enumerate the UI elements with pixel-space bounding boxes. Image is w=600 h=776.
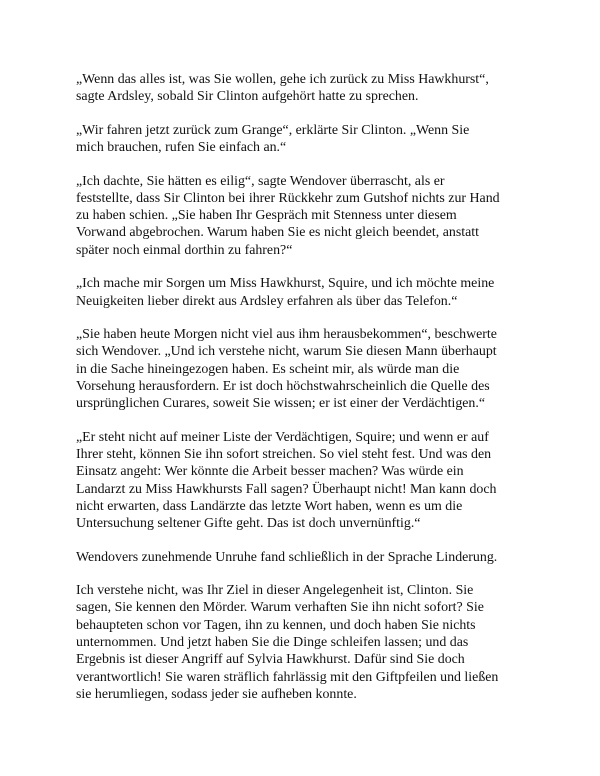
text-line: ursprünglichen Curares, soweit Sie wissen; er ist einer der Verdächtigen.“	[76, 396, 486, 412]
text-line: sich Wendover. „Und ich verstehe nicht, warum Sie diesen Mann überhaupt	[76, 344, 497, 360]
text-line: Ergebnis ist dieser Angriff auf Sylvia Hawkhurst. Dafür sind Sie doch	[76, 652, 465, 668]
text-line: nicht erwarten, dass Landärzte das letzte Wort haben, wenn es um die	[76, 498, 463, 514]
paragraph	[76, 326, 534, 412]
text-line: Ich verstehe nicht, was Ihr Ziel in dieser Angelegenheit ist, Clinton. Sie	[76, 583, 474, 599]
text-line: „Wir fahren jetzt zurück zum Grange“, erklärte Sir Clinton. „Wenn Sie	[76, 122, 470, 138]
paragraph	[76, 71, 534, 106]
paragraph	[76, 275, 534, 310]
text-line: mich brauchen, rufen Sie einfach an.“	[76, 140, 287, 156]
text-line: Wendovers zunehmende Unruhe fand schließlich in der Sprache Linderung.	[76, 549, 498, 565]
text-line: Neuigkeiten lieber direkt aus Ardsley erfahren als über das Telefon.“	[76, 293, 458, 309]
text-line: „Sie haben heute Morgen nicht viel aus ihm herausbekommen“, beschwerte	[76, 327, 497, 343]
text-line: behaupteten schon vor Tagen, ihn zu kennen, und doch haben Sie nichts	[76, 617, 476, 633]
text-line: in die Sache hineingezogen haben. Es scheint mir, als würde man die	[76, 361, 460, 377]
text-line: Landarzt zu Miss Hawkhursts Fall sagen? Überhaupt nicht! Man kann doch	[76, 481, 497, 497]
text-line: „Wenn das alles ist, was Sie wollen, gehe ich zurück zu Miss Hawkhurst“,	[76, 72, 489, 87]
text-line: zu haben schien. „Sie haben Ihr Gespräch mit Stenness unter diesem	[76, 208, 457, 224]
text-line: sie herumliegen, sodass jeder sie aufheben konnte.	[76, 686, 357, 702]
paragraph	[76, 429, 534, 533]
text-line: Einsatz angeht: Wer könnte die Arbeit besser machen? Was würde ein	[76, 464, 464, 480]
text-line: sagte Ardsley, sobald Sir Clinton aufgehört hatte zu sprechen.	[76, 89, 419, 105]
text-line: verantwortlich! Sie waren sträflich fahrlässig mit den Giftpfeilen und ließen	[76, 669, 499, 685]
text-line: sagen, Sie kennen den Mörder. Warum verhaften Sie ihn nicht sofort? Sie	[76, 600, 484, 616]
paragraph	[76, 173, 534, 259]
text-line: „Ich dachte, Sie hätten es eilig“, sagte Wendover überrascht, als er	[76, 173, 445, 189]
text-line: Untersuchung seltener Gifte geht. Das ist doch unvernünftig.“	[76, 516, 421, 532]
body-text	[76, 71, 534, 719]
text-line: Ihrer steht, können Sie ihn sofort streichen. So viel steht fest. Und was den	[76, 446, 492, 462]
paragraph	[76, 549, 534, 566]
text-line: Vorwand abgebrochen. Warum haben Sie es nicht gleich beendet, anstatt	[76, 225, 479, 241]
text-line: später noch einmal dorthin zu fahren?“	[76, 242, 293, 258]
text-line: „Ich mache mir Sorgen um Miss Hawkhurst, Squire, und ich möchte meine	[76, 276, 495, 292]
text-line: unternommen. Und jetzt haben Sie die Dinge schleifen lassen; und das	[76, 635, 469, 651]
text-line: Vorsehung herausfordern. Er ist doch höchstwahrscheinlich die Quelle des	[76, 378, 490, 394]
paragraph	[76, 122, 534, 157]
text-line: „Er steht nicht auf meiner Liste der Verdächtigen, Squire; und wenn er auf	[76, 429, 489, 445]
text-line: feststellte, dass Sir Clinton bei ihrer Rückkehr zum Gutshof nichts zur Hand	[76, 190, 500, 206]
paragraph	[76, 582, 534, 703]
